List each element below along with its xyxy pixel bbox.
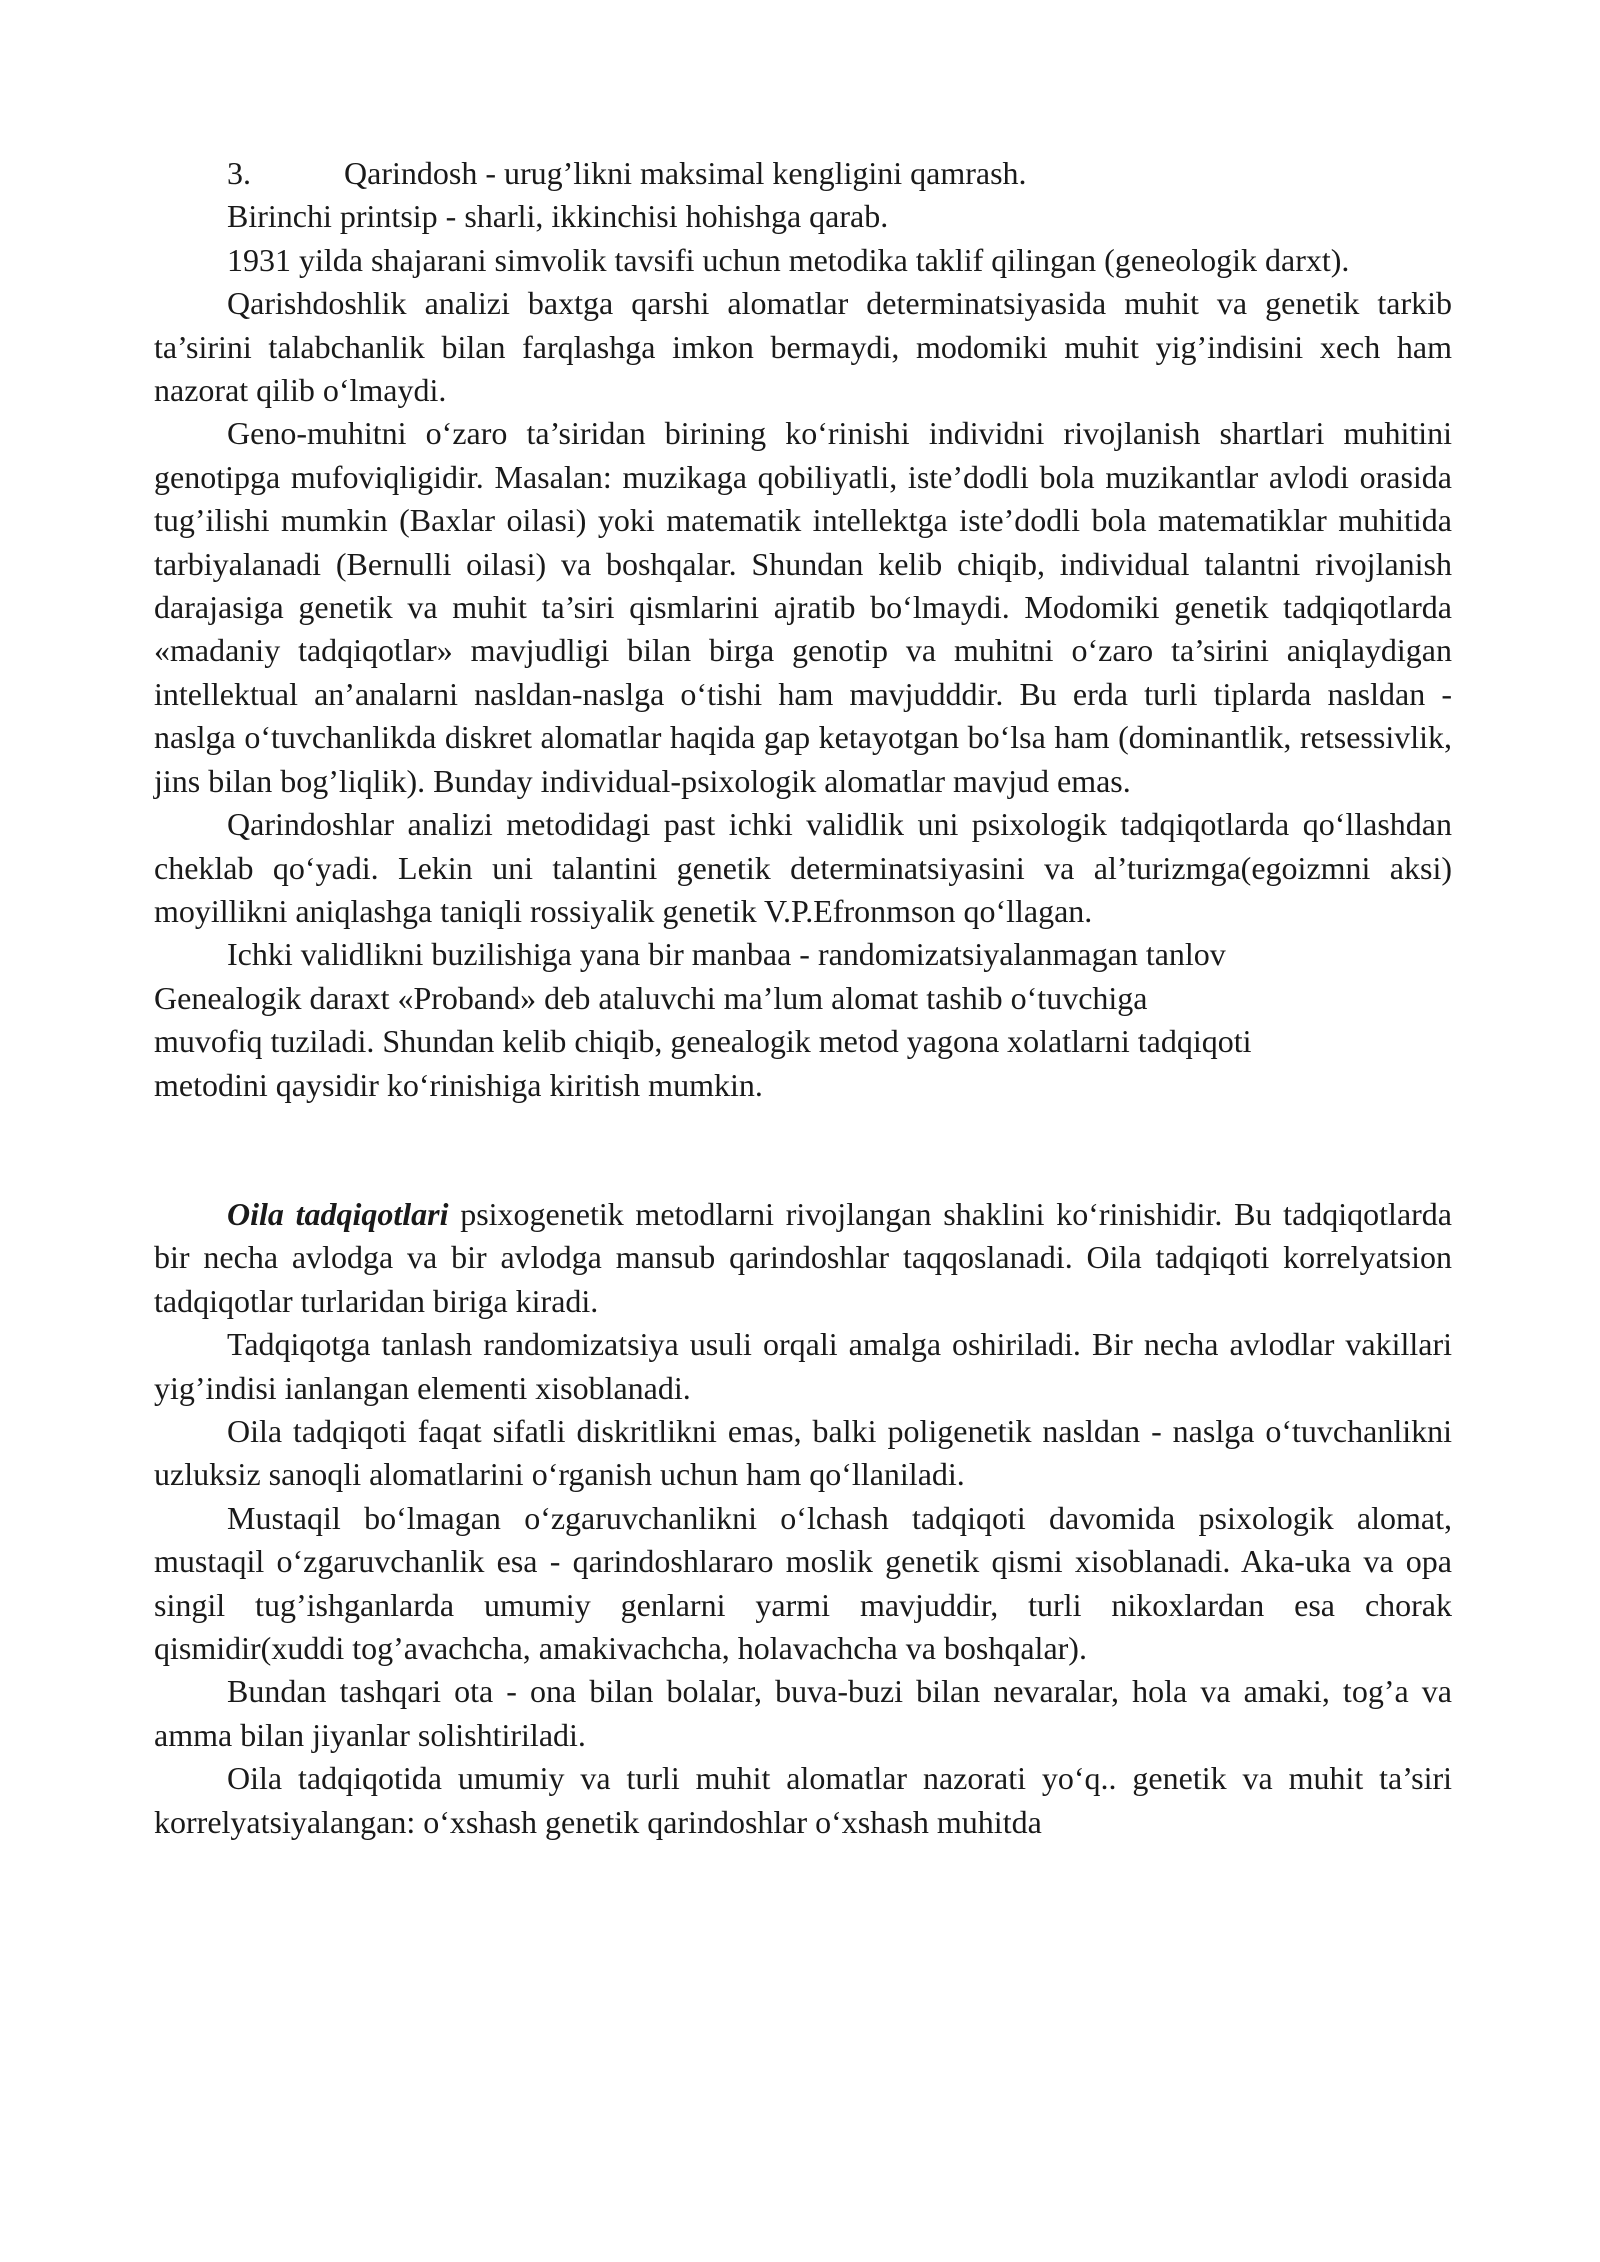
paragraph: Qarishdoshlik analizi baxtga qarshi alomatlar determinatsiyasida muhit va genetik tarkib ta’sirini talabchanlik bilan farqlashga imkon bermaydi, modomiki muhit yig’indisini xech ham nazorat qilib o‘lmaydi.: [154, 285, 1452, 409]
paragraph: Oila tadqiqotida umumiy va turli muhit alomatlar nazorati yo‘q.. genetik va muhit ta’siri korrelyatsiyalangan: o‘xshash genetik qarindoshlar o‘xshash muhitda: [154, 1760, 1452, 1840]
item-number: 3.: [227, 155, 251, 191]
intro-text: psixogenetik metodlarni rivojlangan shaklini ko‘rinishidir. Bu tadqiqotlarda bir necha avlodga va bir avlodga mansub qarindoshlar taqqoslanadi. Oila tadqiqoti korrelyatsion tadqiqotlar turlaridan biriga kiradi.: [154, 1195, 1453, 1319]
document-body: [154, 152, 1452, 1844]
numbered-item: [154, 152, 1452, 195]
paragraph: Birinchi printsip - sharli, ikkinchisi hohishga qarab.: [227, 198, 889, 235]
text-line: muvofiq tuziladi. Shundan kelib chiqib, genealogik metod yagona xolatlarni tadqiqoti: [154, 1023, 1252, 1060]
paragraph: Mustaqil bo‘lmagan o‘zgaruvchanlikni o‘lchash tadqiqoti davomida psixologik alomat, mustaqil o‘zgaruvchanlik esa - qarindoshlararo moslik genetik qismi xisoblanadi. Aka-uka va opa singil tug’ishganlarda umumiy genlarni yarmi mavjuddir, turli nikoxlardan esa chorak qismidir(xuddi tog’avachcha, amakivachcha, holavachcha va boshqalar).: [154, 1499, 1452, 1666]
paragraph: Oila tadqiqoti faqat sifatli diskritlikni emas, balki poligenetik nasldan - naslga o‘tuvchanlikni uzluksiz sanoqli alomatlarini o‘rganish uchun ham qo‘llaniladi.: [154, 1412, 1452, 1493]
paragraph: Tadqiqotga tanlash randomizatsiya usuli orqali amalga oshiriladi. Bir necha avlodlar vakillari yig’indisi ianlangan elementi xisoblanadi.: [154, 1326, 1452, 1406]
section-spacer: [154, 1107, 1452, 1193]
paragraph-unjustified: [154, 933, 1452, 1107]
paragraph: Geno-muhitni o‘zaro ta’siridan birining ko‘rinishi individni rivojlanish shartlari muhitini genotipga mufoviqligidir. Masalan: muzikaga qobiliyatli, iste’dodli bola muzikantlar avlodi orasida tug’ilishi mumkin (Baxlar oilasi) yoki matematik intellektga iste’dodli bola matematiklar muhitida tarbiyalanadi (Bernulli oilasi) va boshqalar. Shundan kelib chiqib, individual talantni rivojlanish darajasiga genetik va muhit ta’siri qismlarini ajratib bo‘lmaydi. Modomiki genetik tadqiqotlarda «madaniy tadqiqotlar» mavjudligi bilan birga genotip va muhitni o‘zaro ta’sirini aniqlaydigan intellektual an’analarni nasldan-naslga o‘tishi ham mavjudddir. Bu erda turli tiplarda nasldan - naslga o‘tuvchanlikda diskret alomatlar haqida gap ketayotgan bo‘lsa ham (dominantlik, retsessivlik, jins bilan bog’liqlik). Bunday individual-psixologik alomatlar mavjud emas.: [154, 415, 1452, 799]
item-text: Qarindosh - urug’likni maksimal kengligini qamrash.: [344, 155, 1027, 191]
paragraph: Bundan tashqari ota - ona bilan bolalar, buva-buzi bilan nevaralar, hola va amaki, tog’a va amma bilan jiyanlar solishtiriladi.: [154, 1673, 1452, 1753]
text-line: metodini qaysidir ko‘rinishiga kiritish mumkin.: [154, 1066, 763, 1103]
paragraph: 1931 yilda shajarani simvolik tavsifi uchun metodika taklif qilingan (geneologik darxt).: [227, 241, 1350, 278]
paragraph: Qarindoshlar analizi metodidagi past ichki validlik uni psixologik tadqiqotlarda qo‘llashdan cheklab qo‘yadi. Lekin uni talantini genetik determinatsiyasini va al’turizmga(egoizmni aksi) moyillikni aniqlashga taniqli rossiyalik genetik V.P.Efronmson qo‘llagan.: [154, 806, 1452, 929]
term-emphasis: Oila tadqiqotlari: [227, 1195, 449, 1232]
text-line: Ichki validlikni buzilishiga yana bir manbaa - randomizatsiyalanmagan tanlov: [227, 936, 1226, 973]
paragraph-intro: [154, 1193, 1452, 1323]
text-line: Genealogik daraxt «Proband» deb ataluvchi ma’lum alomat tashib o‘tuvchiga: [154, 979, 1148, 1016]
